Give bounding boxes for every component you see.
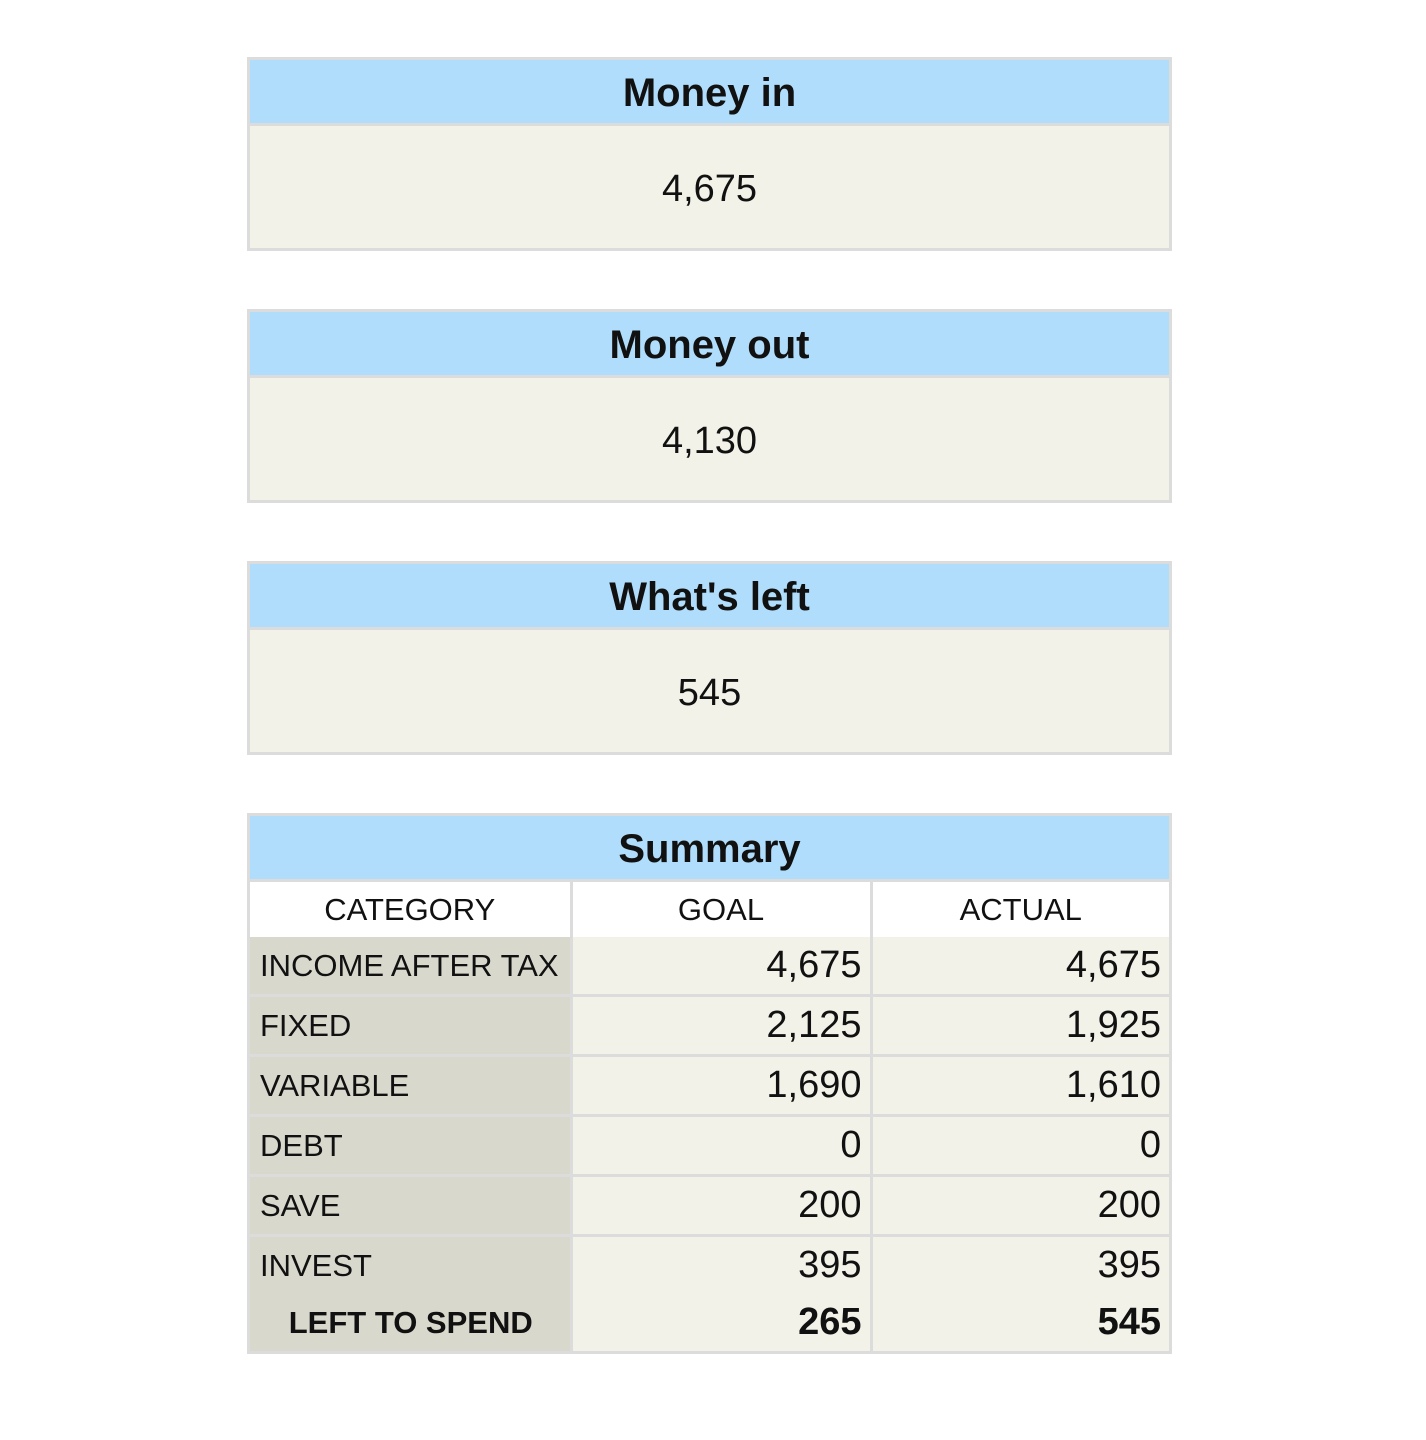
row-goal: 0 xyxy=(571,1116,871,1176)
row-goal: 200 xyxy=(571,1176,871,1236)
total-label: LEFT TO SPEND xyxy=(250,1294,571,1351)
card-title: Money in xyxy=(250,60,1169,126)
row-actual: 200 xyxy=(871,1176,1169,1236)
card-value: 4,675 xyxy=(661,168,758,210)
table-row xyxy=(250,1056,1169,1116)
summary-title: Summary xyxy=(250,816,1169,882)
table-row xyxy=(250,1236,1169,1295)
card-value: 545 xyxy=(677,672,742,714)
card-title: What's left xyxy=(250,564,1169,630)
money-out-card xyxy=(247,309,1172,503)
summary-table xyxy=(250,882,1169,1351)
row-category: INCOME AFTER TAX xyxy=(250,937,571,996)
row-goal: 4,675 xyxy=(571,937,871,996)
row-actual: 1,610 xyxy=(871,1056,1169,1116)
table-row xyxy=(250,937,1169,996)
card-title: Money out xyxy=(250,312,1169,378)
column-header-goal: GOAL xyxy=(571,882,871,937)
row-goal: 395 xyxy=(571,1236,871,1295)
card-value: 4,130 xyxy=(661,420,758,462)
row-actual: 4,675 xyxy=(871,937,1169,996)
table-row xyxy=(250,996,1169,1056)
row-goal: 1,690 xyxy=(571,1056,871,1116)
total-actual: 545 xyxy=(871,1294,1169,1351)
row-category: FIXED xyxy=(250,996,571,1056)
row-category: SAVE xyxy=(250,1176,571,1236)
column-header-category: CATEGORY xyxy=(250,882,571,937)
row-actual: 1,925 xyxy=(871,996,1169,1056)
row-category: INVEST xyxy=(250,1236,571,1295)
table-row xyxy=(250,1176,1169,1236)
summary-table-card xyxy=(247,813,1172,1354)
row-category: VARIABLE xyxy=(250,1056,571,1116)
money-in-card xyxy=(247,57,1172,251)
table-row xyxy=(250,1116,1169,1176)
total-row xyxy=(250,1294,1169,1351)
row-goal: 2,125 xyxy=(571,996,871,1056)
row-actual: 395 xyxy=(871,1236,1169,1295)
total-goal: 265 xyxy=(571,1294,871,1351)
row-actual: 0 xyxy=(871,1116,1169,1176)
whats-left-card xyxy=(247,561,1172,755)
column-headers xyxy=(250,882,1169,937)
row-category: DEBT xyxy=(250,1116,571,1176)
column-header-actual: ACTUAL xyxy=(871,882,1169,937)
